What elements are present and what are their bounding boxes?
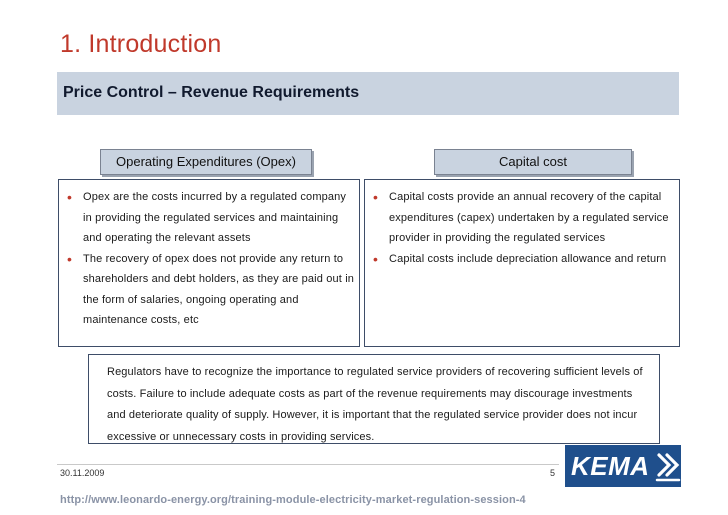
- opex-bullet-1: [63, 187, 358, 249]
- text-line: The recovery of opex does not provide any return to: [83, 252, 344, 265]
- text-line: Opex are the costs incurred by a regulated company: [83, 191, 347, 203]
- text-line: in providing the regulated services and maintaining: [83, 211, 339, 224]
- capital-cost-bullet-list: [369, 187, 674, 269]
- kema-logo-mark-icon: [655, 449, 681, 485]
- text-line: and operating the relevant assets: [83, 232, 251, 244]
- bullet-icon: •: [373, 250, 379, 267]
- capital-cost-header: Capital cost: [434, 149, 632, 175]
- bullet-icon: •: [373, 189, 379, 205]
- regulator-note-text: [107, 362, 657, 448]
- footer-divider: [57, 464, 559, 465]
- opex-bullet-list: [63, 187, 358, 331]
- opex-bullet-2: [63, 249, 358, 331]
- slide-subtitle: Price Control – Revenue Requirements: [63, 84, 360, 101]
- text-line: and deteriorate quality of supply. However, it is important that the regulated service provider does not incur: [107, 409, 638, 421]
- kema-logo-text: KEMA: [571, 451, 650, 481]
- text-line: maintenance costs, etc: [83, 314, 199, 326]
- text-line: Capital costs provide an annual recovery of the capital: [389, 191, 662, 203]
- capex-bullet-1: [369, 187, 674, 249]
- bullet-icon: •: [67, 189, 73, 205]
- footer-date: 30.11.2009: [60, 468, 105, 478]
- footer-url: http://www.leonardo-energy.org/training-module-electricity-market-regulation-session-4: [60, 494, 526, 506]
- text-line: Regulators have to recognize the importance to regulated service providers of recovering sufficient levels of: [107, 366, 643, 378]
- text-line: the form of salaries, ongoing operating and: [83, 293, 299, 306]
- capex-bullet-2: [369, 249, 674, 270]
- text-line: excessive or unnecessary costs in providing services.: [107, 430, 375, 443]
- text-line: costs. Failure to include adequate costs as part of the revenue requirements may discourage investments: [107, 387, 633, 400]
- opex-header: Operating Expenditures (Opex): [100, 149, 312, 175]
- page-number: 5: [550, 468, 556, 478]
- slide-title: 1. Introduction: [60, 30, 222, 58]
- bullet-icon: •: [67, 250, 73, 267]
- text-line: provider in providing the regulated services: [389, 232, 606, 244]
- text-line: shareholders and debt holders, as they are paid out in: [83, 273, 355, 285]
- text-line: Capital costs include depreciation allowance and return: [389, 252, 667, 265]
- text-line: expenditures (capex) undertaken by a regulated service: [389, 211, 669, 224]
